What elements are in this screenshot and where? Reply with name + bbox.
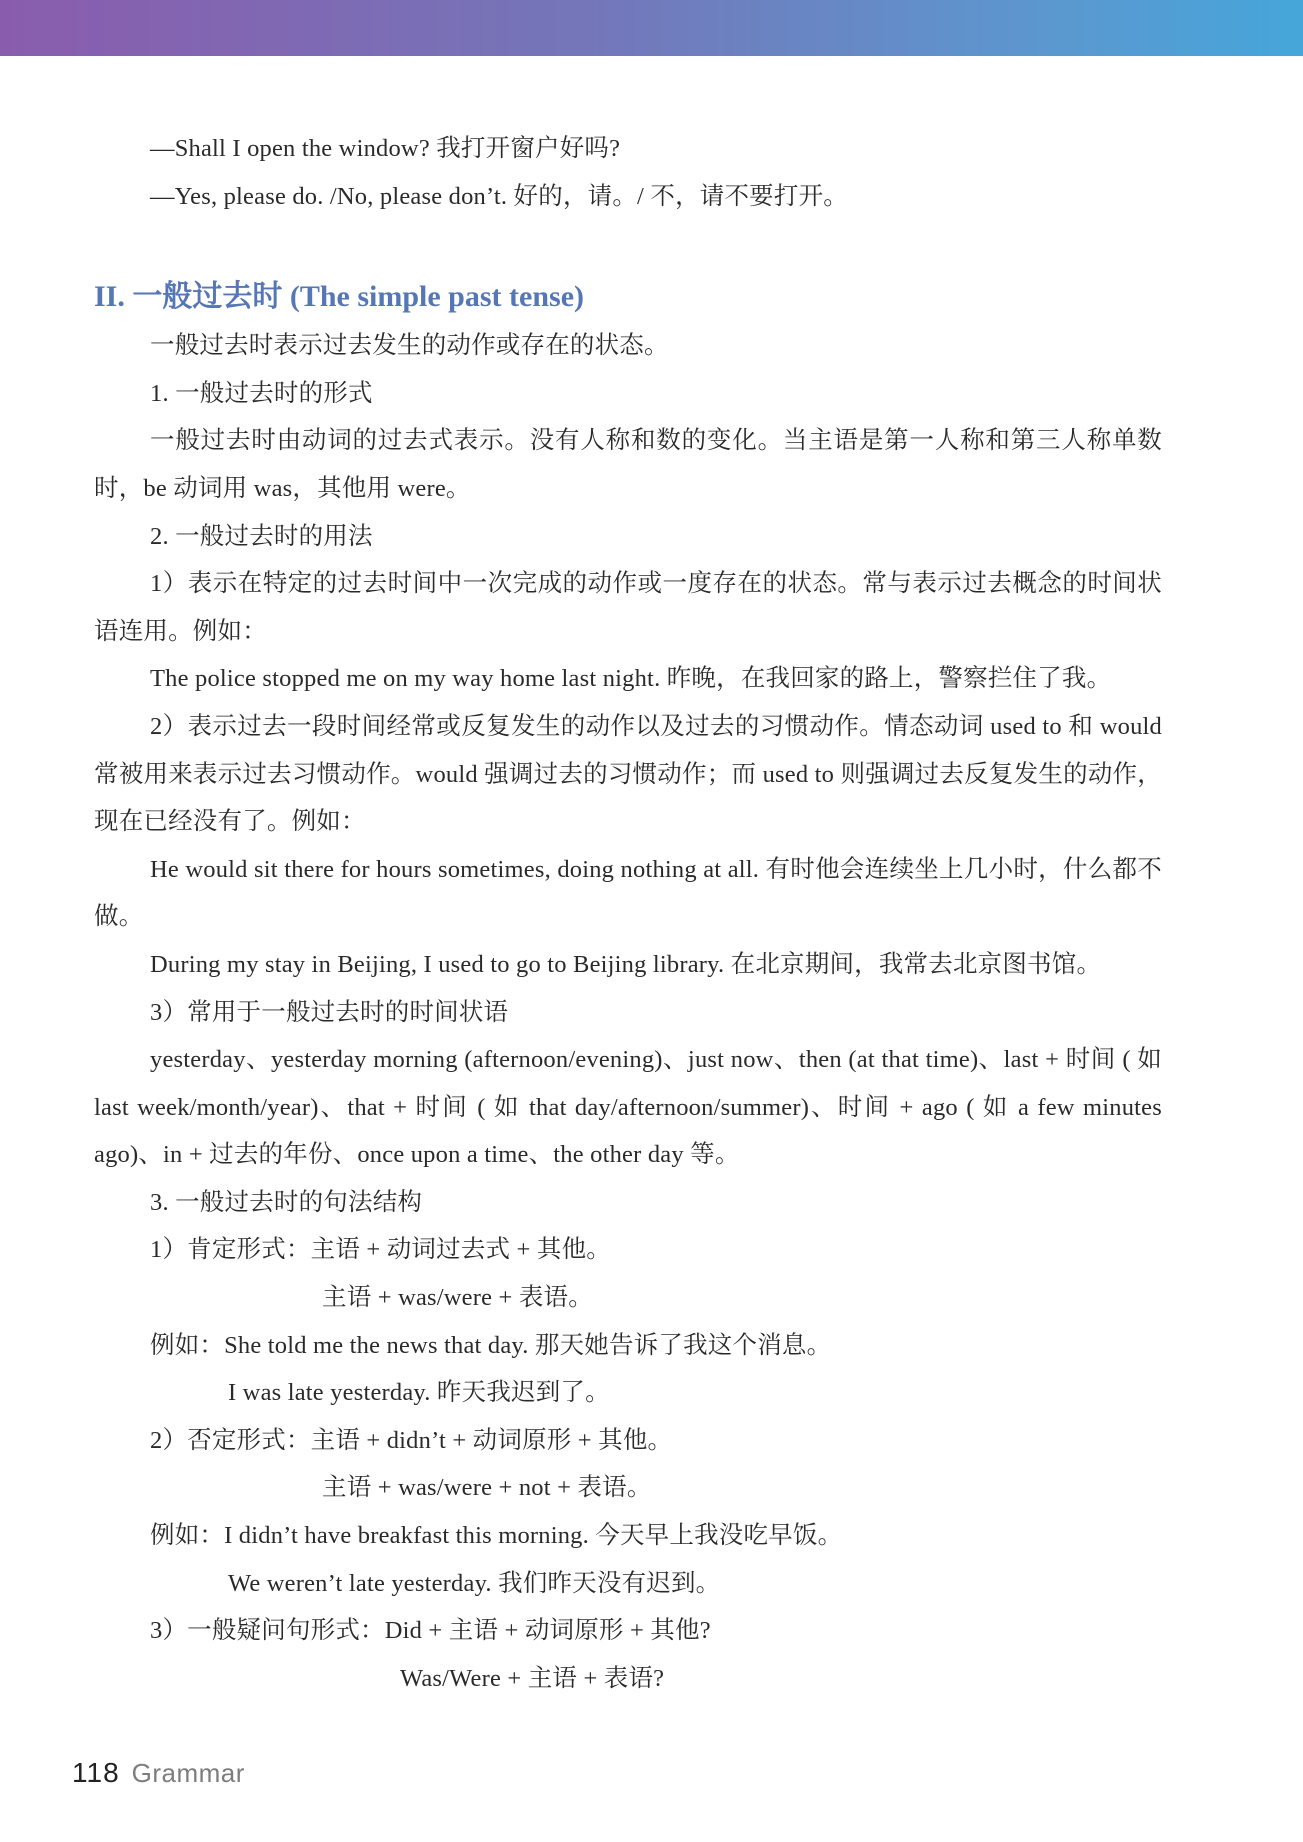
structure-line: 主语 + was/were + 表语。: [322, 1284, 593, 1312]
example: He would sit there for hours sometimes, doing nothing at all. 有时他会连续坐上几小时，什么都不做。: [94, 855, 1162, 931]
dialogue-line-2: —Yes, please do. /No, please don’t. 好的，请。/ 不，请不要打开。: [150, 182, 848, 210]
page-number: 118: [72, 1757, 120, 1788]
example: During my stay in Beijing, I used to go to Beijing library. 在北京期间，我常去北京图书馆。: [150, 950, 1102, 978]
paragraph: 一般过去时表示过去发生的动作或存在的状态。: [150, 332, 669, 360]
page-content: [94, 125, 1162, 1702]
subheading: 3）常用于一般过去时的时间状语: [150, 998, 509, 1026]
dialogue-line-1: —Shall I open the window? 我打开窗户好吗?: [150, 135, 621, 162]
page-footer: [72, 1757, 245, 1793]
structure-line: 3）一般疑问句形式：Did + 主语 + 动词原形 + 其他?: [150, 1617, 711, 1645]
paragraph: 1）表示在特定的过去时间中一次完成的动作或一度存在的状态。常与表示过去概念的时间状语连用。例如：: [94, 570, 1162, 645]
example: 例如：I didn’t have breakfast this morning. 今天早上我没吃早饭。: [150, 1522, 843, 1550]
paragraph: 一般过去时由动词的过去式表示。没有人称和数的变化。当主语是第一人称和第三人称单数时，be 动词用 was，其他用 were。: [94, 427, 1162, 502]
header-color-bar: [0, 0, 1303, 56]
structure-line: Was/Were + 主语 + 表语?: [400, 1664, 665, 1692]
section-heading: II. 一般过去时 (The simple past tense): [94, 280, 585, 314]
paragraph: 2）表示过去一段时间经常或反复发生的动作以及过去的习惯动作。情态动词 used to 和 would 常被用来表示过去习惯动作。would 强调过去的习惯动作；而 used to 则强调过去反复发生的动作，现在已经没有了。例如：: [94, 712, 1162, 836]
example: We weren’t late yesterday. 我们昨天没有迟到。: [228, 1569, 721, 1597]
example: The police stopped me on my way home last night. 昨晚，在我回家的路上，警察拦住了我。: [150, 665, 1112, 693]
structure-line: 2）否定形式：主语 + didn’t + 动词原形 + 其他。: [150, 1426, 673, 1454]
example: 例如：She told me the news that day. 那天她告诉了我这个消息。: [150, 1331, 832, 1359]
subheading: 1. 一般过去时的形式: [150, 379, 373, 407]
example: I was late yesterday. 昨天我迟到了。: [228, 1379, 610, 1407]
section-name: Grammar: [131, 1758, 245, 1788]
structure-line: 主语 + was/were + not + 表语。: [322, 1474, 652, 1502]
structure-line: 1）肯定形式：主语 + 动词过去式 + 其他。: [150, 1236, 611, 1264]
subheading: 2. 一般过去时的用法: [150, 522, 373, 550]
subheading: 3. 一般过去时的句法结构: [150, 1188, 423, 1216]
paragraph: yesterday、yesterday morning (afternoon/evening)、just now、then (at that time)、last + 时间 ( 如 last week/month/year)、that + 时间 ( 如 that day/afternoon/summer)、时间 + ago ( 如 a few minutes ago)、in + 过去的年份、once upon a time、the other day 等。: [94, 1046, 1162, 1169]
